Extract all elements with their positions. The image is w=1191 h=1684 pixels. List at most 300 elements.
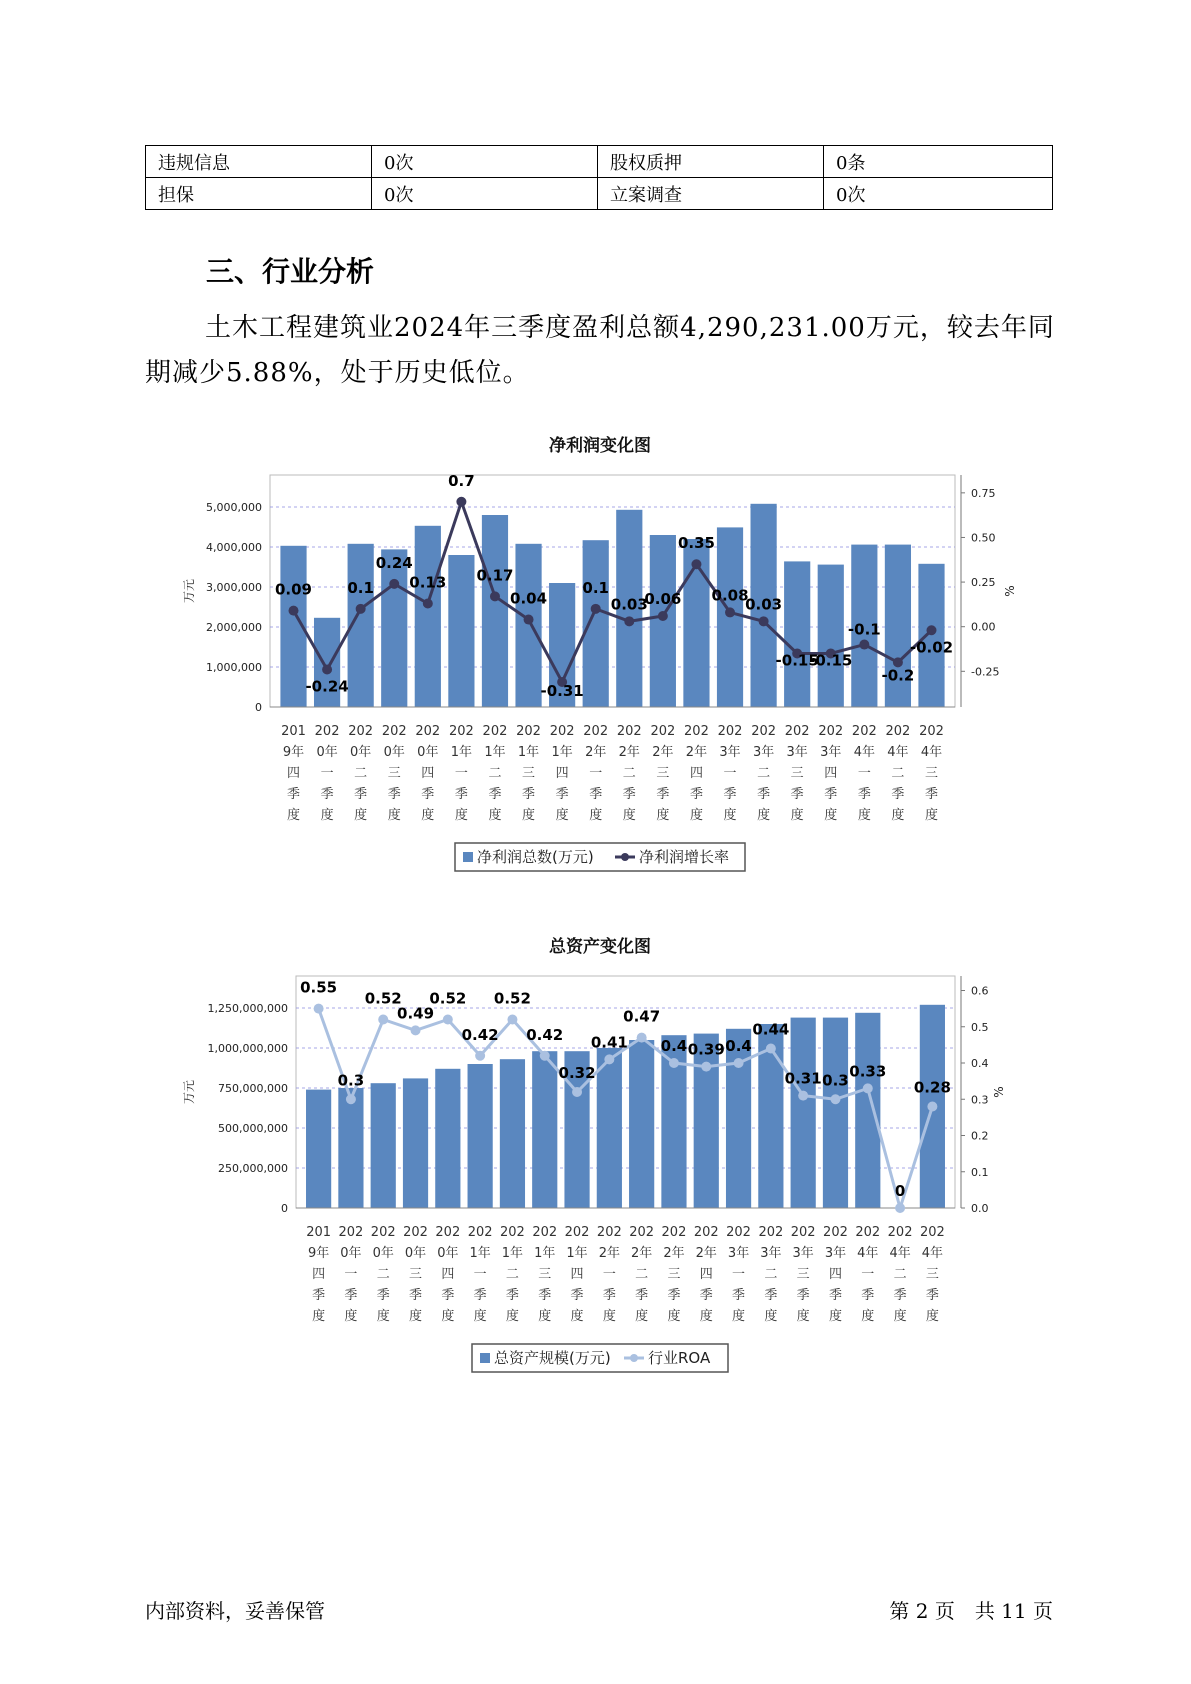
x-tick-label: 0年 <box>316 745 338 760</box>
x-tick-label: 季 <box>757 787 771 802</box>
x-tick-label: 202 <box>758 1225 784 1240</box>
y2-tick-label: 0.50 <box>971 531 996 545</box>
x-tick-label: 202 <box>596 1225 622 1240</box>
line-point <box>669 1058 679 1068</box>
x-tick-label: 季 <box>473 1288 487 1303</box>
x-tick-label: 1年 <box>484 745 506 760</box>
x-tick-label: 202 <box>415 724 441 739</box>
x-tick-label: 3年 <box>760 1246 782 1261</box>
x-tick-label: 202 <box>583 724 609 739</box>
y-tick-label: 0 <box>281 1202 288 1215</box>
x-tick-label: 202 <box>855 1225 881 1240</box>
x-tick-label: 202 <box>467 1225 493 1240</box>
x-tick-label: 度 <box>538 1309 552 1324</box>
table-cell: 0次 <box>372 178 598 210</box>
x-tick-label: 度 <box>656 808 670 823</box>
bar <box>515 544 541 707</box>
x-tick-label: 二 <box>354 766 368 781</box>
data-label: 0.52 <box>493 989 531 1008</box>
x-tick-label: 度 <box>925 1309 939 1324</box>
bar <box>650 535 676 707</box>
x-tick-label: 3年 <box>719 745 741 760</box>
legend-label: 总资产规模(万元) <box>494 1349 611 1367</box>
x-tick-label: 度 <box>622 808 636 823</box>
line-point <box>411 1025 421 1035</box>
x-tick-label: 2年 <box>618 745 640 760</box>
y2-tick-label: 0.4 <box>971 1057 989 1070</box>
y2-tick-label: 0.1 <box>971 1165 989 1179</box>
x-tick-label: 季 <box>320 787 334 802</box>
x-tick-label: 季 <box>505 1288 519 1303</box>
x-tick-label: 度 <box>387 808 401 823</box>
y-tick-label: 1,000,000 <box>206 661 262 674</box>
x-tick-label: 季 <box>924 787 939 802</box>
data-label: 0.17 <box>476 566 514 585</box>
x-tick-label: 度 <box>828 1309 842 1324</box>
data-label: 0.1 <box>582 578 609 597</box>
bar <box>371 1083 396 1208</box>
x-tick-label: 202 <box>823 1225 848 1240</box>
y-tick-label: 750,000,000 <box>218 1082 288 1095</box>
footer-page-number: 第 2 页 共 11 页 <box>889 1599 1053 1623</box>
line-point <box>926 625 936 635</box>
x-tick-label: 度 <box>454 808 468 823</box>
x-tick-label: 季 <box>861 1288 875 1303</box>
x-tick-label: 202 <box>887 1225 913 1240</box>
data-label: 0.35 <box>677 534 715 553</box>
line-point <box>604 1054 614 1064</box>
x-tick-label: 季 <box>589 787 603 802</box>
x-tick-label: 度 <box>796 1309 810 1324</box>
bar <box>823 1018 848 1208</box>
net-profit-chart <box>0 425 1191 885</box>
data-label: 0.52 <box>429 989 467 1008</box>
x-tick-label: 度 <box>861 1309 875 1324</box>
bar <box>482 515 508 707</box>
x-tick-label: 季 <box>635 1288 649 1303</box>
x-tick-label: 四 <box>828 1267 842 1282</box>
y-tick-label: 1,000,000,000 <box>207 1042 288 1055</box>
x-tick-label: 2年 <box>652 745 674 760</box>
x-tick-label: 二 <box>764 1267 778 1282</box>
bar <box>500 1059 525 1208</box>
x-tick-label: 季 <box>454 787 468 802</box>
x-tick-label: 度 <box>667 1309 681 1324</box>
data-label: 0.39 <box>687 1040 725 1059</box>
x-tick-label: 202 <box>790 1225 816 1240</box>
x-tick-label: 度 <box>764 1309 778 1324</box>
line-point <box>798 1091 808 1101</box>
y2-tick-label: 0.00 <box>971 620 996 634</box>
line-point <box>443 1015 453 1025</box>
x-tick-label: 202 <box>370 1225 396 1240</box>
data-label: 0.31 <box>784 1069 822 1088</box>
x-tick-label: 一 <box>732 1267 746 1282</box>
x-tick-label: 度 <box>441 1309 455 1324</box>
x-tick-label: 四 <box>570 1267 584 1282</box>
x-tick-label: 202 <box>693 1225 719 1240</box>
bar <box>381 549 407 707</box>
x-tick-label: 季 <box>441 1288 455 1303</box>
bar <box>726 1029 751 1208</box>
bar <box>583 540 609 707</box>
line-point <box>591 604 601 614</box>
x-tick-label: 度 <box>473 1309 487 1324</box>
x-tick-label: 202 <box>549 724 575 739</box>
line-point <box>734 1058 744 1068</box>
x-tick-label: 一 <box>473 1267 487 1282</box>
x-tick-label: 202 <box>564 1225 590 1240</box>
x-tick-label: 2年 <box>598 1246 620 1261</box>
x-tick-label: 季 <box>602 1288 616 1303</box>
x-tick-label: 一 <box>602 1267 616 1282</box>
bar <box>468 1064 493 1208</box>
y-tick-label: 3,000,000 <box>206 581 262 594</box>
x-tick-label: 3年 <box>824 1246 847 1261</box>
data-label: 0.44 <box>752 1020 790 1039</box>
x-tick-label: 202 <box>717 724 743 739</box>
x-tick-label: 二 <box>622 766 636 781</box>
x-tick-label: 4年 <box>889 1246 911 1261</box>
line-point <box>658 611 668 621</box>
line-point <box>389 579 399 589</box>
y2-tick-label: 0.6 <box>971 984 989 998</box>
y2-tick-label: 0.0 <box>971 1202 989 1215</box>
chart-title: 净利润变化图 <box>549 436 651 456</box>
x-tick-label: 三 <box>667 1267 681 1282</box>
data-label: -0.31 <box>540 682 584 701</box>
x-tick-label: 季 <box>387 787 401 802</box>
x-tick-label: 季 <box>409 1288 423 1303</box>
x-tick-label: 季 <box>857 787 871 802</box>
x-tick-label: 度 <box>354 808 368 823</box>
x-tick-label: 0年 <box>383 745 405 760</box>
y-axis-label: 万元 <box>182 1079 196 1105</box>
x-tick-label: 四 <box>555 766 569 781</box>
x-tick-label: 度 <box>757 808 771 823</box>
data-label: -0.15 <box>809 651 853 670</box>
bar <box>694 1034 719 1208</box>
x-tick-label: 202 <box>885 724 911 739</box>
table-row <box>146 146 1053 178</box>
x-tick-label: 度 <box>312 1309 326 1324</box>
data-label: 0.03 <box>610 595 648 614</box>
data-label: 0.1 <box>347 578 374 597</box>
line-point <box>507 1015 517 1025</box>
x-tick-label: 季 <box>732 1288 746 1303</box>
table-cell: 股权质押 <box>598 146 824 178</box>
footer-confidential-note: 内部资料，妥善保管 <box>145 1599 325 1623</box>
x-tick-label: 二 <box>893 1267 907 1282</box>
x-tick-label: 度 <box>570 1309 584 1324</box>
x-tick-label: 二 <box>891 766 905 781</box>
x-tick-label: 202 <box>726 1225 751 1240</box>
data-label: 0.41 <box>590 1033 628 1052</box>
x-tick-label: 202 <box>751 724 777 739</box>
x-tick-label: 202 <box>403 1225 428 1240</box>
x-tick-label: 三 <box>409 1267 423 1282</box>
y-tick-label: 4,000,000 <box>206 541 262 554</box>
line-point <box>895 1203 905 1213</box>
x-tick-label: 4年 <box>857 1246 879 1261</box>
data-label: 0.49 <box>397 1004 435 1023</box>
x-tick-label: 202 <box>919 1225 945 1240</box>
x-tick-label: 三 <box>924 766 939 781</box>
x-tick-label: 二 <box>635 1267 649 1282</box>
table-cell: 违规信息 <box>146 146 372 178</box>
x-tick-label: 季 <box>796 1288 810 1303</box>
x-tick-label: 二 <box>376 1267 390 1282</box>
data-label: 0.32 <box>558 1064 596 1082</box>
x-tick-label: 202 <box>482 724 508 739</box>
legend-line-marker <box>621 853 629 861</box>
bar <box>855 1013 880 1208</box>
x-tick-label: 1年 <box>566 1246 588 1261</box>
x-tick-label: 四 <box>689 766 703 781</box>
line-point <box>863 1083 873 1093</box>
x-tick-label: 季 <box>824 787 838 802</box>
x-tick-label: 季 <box>699 1288 713 1303</box>
line-point <box>356 604 366 614</box>
x-tick-label: 季 <box>656 787 670 802</box>
data-label: 0.13 <box>409 573 447 592</box>
x-tick-label: 度 <box>790 808 804 823</box>
line-point <box>766 1044 776 1054</box>
x-tick-label: 202 <box>661 1225 687 1240</box>
x-tick-label: 季 <box>925 1288 939 1303</box>
x-tick-label: 度 <box>320 808 334 823</box>
x-tick-label: 0年 <box>372 1246 394 1261</box>
data-label: 0.04 <box>510 589 548 608</box>
x-tick-label: 2年 <box>585 745 607 760</box>
line-point <box>423 598 433 608</box>
x-tick-label: 一 <box>589 766 603 781</box>
x-tick-label: 三 <box>522 766 536 781</box>
x-tick-label: 二 <box>488 766 502 781</box>
data-label: 0.7 <box>448 471 475 490</box>
line-point <box>859 640 869 650</box>
line-point <box>691 559 701 569</box>
line-point <box>524 615 534 625</box>
x-tick-label: 度 <box>488 808 502 823</box>
y-axis-label: 万元 <box>182 578 196 604</box>
x-tick-label: 0年 <box>437 1246 459 1261</box>
x-tick-label: 202 <box>532 1225 558 1240</box>
x-tick-label: 度 <box>893 1309 907 1324</box>
section-title: 三、行业分析 <box>206 255 375 288</box>
x-tick-label: 1年 <box>501 1246 524 1261</box>
x-tick-label: 三 <box>796 1267 810 1282</box>
y-tick-label: 500,000,000 <box>218 1122 288 1135</box>
x-tick-label: 1年 <box>450 745 473 760</box>
table-row <box>146 178 1053 210</box>
x-tick-label: 3年 <box>727 1246 750 1261</box>
x-tick-label: 1年 <box>517 745 540 760</box>
legend-label: 行业ROA <box>648 1349 711 1367</box>
x-tick-label: 度 <box>589 808 603 823</box>
line-point <box>346 1094 356 1104</box>
x-tick-label: 季 <box>488 787 502 802</box>
chart-title: 总资产变化图 <box>549 937 651 957</box>
data-label: 0.08 <box>711 586 749 605</box>
x-tick-label: 度 <box>555 808 569 823</box>
bar <box>918 564 944 707</box>
x-tick-label: 0年 <box>340 1246 362 1261</box>
y-tick-label: 0 <box>255 701 262 714</box>
x-tick-label: 四 <box>824 766 838 781</box>
x-tick-label: 4年 <box>920 745 943 760</box>
data-label: 0.03 <box>745 595 783 614</box>
data-label: -0.02 <box>909 638 954 657</box>
x-tick-label: 四 <box>441 1267 455 1282</box>
bar <box>629 1040 654 1208</box>
x-tick-label: 度 <box>505 1309 519 1324</box>
bar <box>448 555 474 707</box>
line-point <box>540 1051 550 1061</box>
x-tick-label: 度 <box>824 808 838 823</box>
bar <box>791 1018 816 1208</box>
x-tick-label: 度 <box>421 808 435 823</box>
x-tick-label: 度 <box>723 808 737 823</box>
x-tick-label: 季 <box>344 1288 358 1303</box>
bar <box>435 1069 460 1208</box>
line-point <box>830 1094 840 1104</box>
x-tick-label: 1年 <box>551 745 573 760</box>
y-tick-label: 1,250,000,000 <box>207 1002 288 1015</box>
x-tick-label: 季 <box>376 1288 390 1303</box>
x-tick-label: 202 <box>851 724 877 739</box>
x-tick-label: 季 <box>522 787 536 802</box>
data-label: 0.28 <box>913 1078 951 1097</box>
x-tick-label: 三 <box>656 766 670 781</box>
bar <box>597 1048 622 1208</box>
legend-bar-swatch <box>463 852 473 862</box>
x-tick-label: 三 <box>538 1267 552 1282</box>
data-label: 0.42 <box>526 1025 564 1044</box>
y2-tick-label: 0.3 <box>971 1093 989 1107</box>
y2-axis-label: % <box>992 1086 1006 1098</box>
x-tick-label: 季 <box>828 1288 842 1303</box>
x-tick-label: 3年 <box>820 745 842 760</box>
x-tick-label: 一 <box>454 766 468 781</box>
data-label: 0.4 <box>660 1037 688 1055</box>
x-tick-label: 9年 <box>307 1246 330 1261</box>
data-label: 0.52 <box>364 989 402 1008</box>
x-tick-label: 202 <box>338 1225 364 1240</box>
x-tick-label: 季 <box>790 787 804 802</box>
data-label: -0.15 <box>775 651 819 670</box>
legend-line-marker <box>630 1354 638 1362</box>
x-tick-label: 202 <box>919 724 944 739</box>
bar <box>338 1088 363 1208</box>
x-tick-label: 四 <box>286 766 301 781</box>
legend-bar-swatch <box>480 1353 490 1363</box>
x-tick-label: 3年 <box>752 745 775 760</box>
x-tick-label: 季 <box>312 1288 326 1303</box>
x-tick-label: 0年 <box>404 1246 427 1261</box>
y2-tick-label: 0.25 <box>971 576 996 590</box>
bar <box>415 526 441 707</box>
x-tick-label: 度 <box>522 808 536 823</box>
data-label: -0.1 <box>847 620 881 639</box>
x-tick-label: 202 <box>516 724 541 739</box>
x-tick-label: 季 <box>354 787 368 802</box>
x-tick-label: 202 <box>314 724 340 739</box>
data-label: 0.09 <box>274 580 313 599</box>
x-tick-label: 202 <box>448 724 474 739</box>
x-tick-label: 度 <box>689 808 703 823</box>
analysis-paragraph: 土木工程建筑业2024年三季度盈利总额4,290,231.00万元，较去年同期减少5.88%，处于历史低位。 <box>145 313 1055 388</box>
data-label: 0.47 <box>623 1007 661 1026</box>
data-label: 0.33 <box>849 1062 887 1081</box>
line-point <box>759 616 769 626</box>
line-point <box>725 607 735 617</box>
x-tick-label: 四 <box>421 766 435 781</box>
line-point <box>490 591 500 601</box>
x-tick-label: 三 <box>387 766 401 781</box>
line-point <box>475 1051 485 1061</box>
table-cell: 担保 <box>146 178 372 210</box>
line-point <box>314 1004 324 1014</box>
x-tick-label: 度 <box>924 808 939 823</box>
x-tick-label: 四 <box>699 1267 713 1282</box>
x-tick-label: 三 <box>790 766 804 781</box>
x-tick-label: 季 <box>891 787 905 802</box>
x-tick-label: 202 <box>818 724 844 739</box>
data-label: 0.42 <box>461 1025 499 1044</box>
x-tick-label: 201 <box>281 724 306 739</box>
x-tick-label: 季 <box>723 787 737 802</box>
x-tick-label: 4年 <box>853 745 875 760</box>
x-tick-label: 一 <box>723 766 737 781</box>
x-tick-label: 一 <box>857 766 871 781</box>
y2-tick-label: -0.25 <box>971 665 1000 679</box>
bar <box>818 565 844 707</box>
x-tick-label: 2年 <box>695 1246 717 1261</box>
y2-tick-label: 0.5 <box>971 1020 989 1034</box>
x-tick-label: 二 <box>757 766 771 781</box>
x-tick-label: 度 <box>891 808 905 823</box>
line-point <box>572 1087 582 1097</box>
x-tick-label: 2年 <box>663 1246 685 1261</box>
x-tick-label: 202 <box>381 724 407 739</box>
x-tick-label: 202 <box>348 724 374 739</box>
x-tick-label: 202 <box>629 1225 655 1240</box>
x-tick-label: 季 <box>893 1288 907 1303</box>
x-tick-label: 度 <box>699 1309 713 1324</box>
x-tick-label: 3年 <box>786 745 808 760</box>
legend-label: 净利润增长率 <box>639 848 730 866</box>
line-point <box>289 606 299 616</box>
x-tick-label: 季 <box>689 787 703 802</box>
legend-label: 净利润总数(万元) <box>477 848 594 866</box>
x-tick-label: 4年 <box>887 745 909 760</box>
x-tick-label: 季 <box>667 1288 681 1303</box>
x-tick-label: 202 <box>650 724 676 739</box>
x-tick-label: 202 <box>500 1225 525 1240</box>
line-point <box>378 1015 388 1025</box>
line-point <box>927 1102 937 1112</box>
x-tick-label: 度 <box>376 1309 390 1324</box>
table-cell: 0次 <box>824 178 1053 210</box>
x-tick-label: 202 <box>435 1225 461 1240</box>
y-tick-label: 2,000,000 <box>206 621 262 634</box>
data-label: 0 <box>894 1182 906 1200</box>
x-tick-label: 四 <box>312 1267 326 1282</box>
data-label: -0.2 <box>881 666 915 685</box>
x-tick-label: 季 <box>538 1288 552 1303</box>
x-tick-label: 202 <box>684 724 709 739</box>
